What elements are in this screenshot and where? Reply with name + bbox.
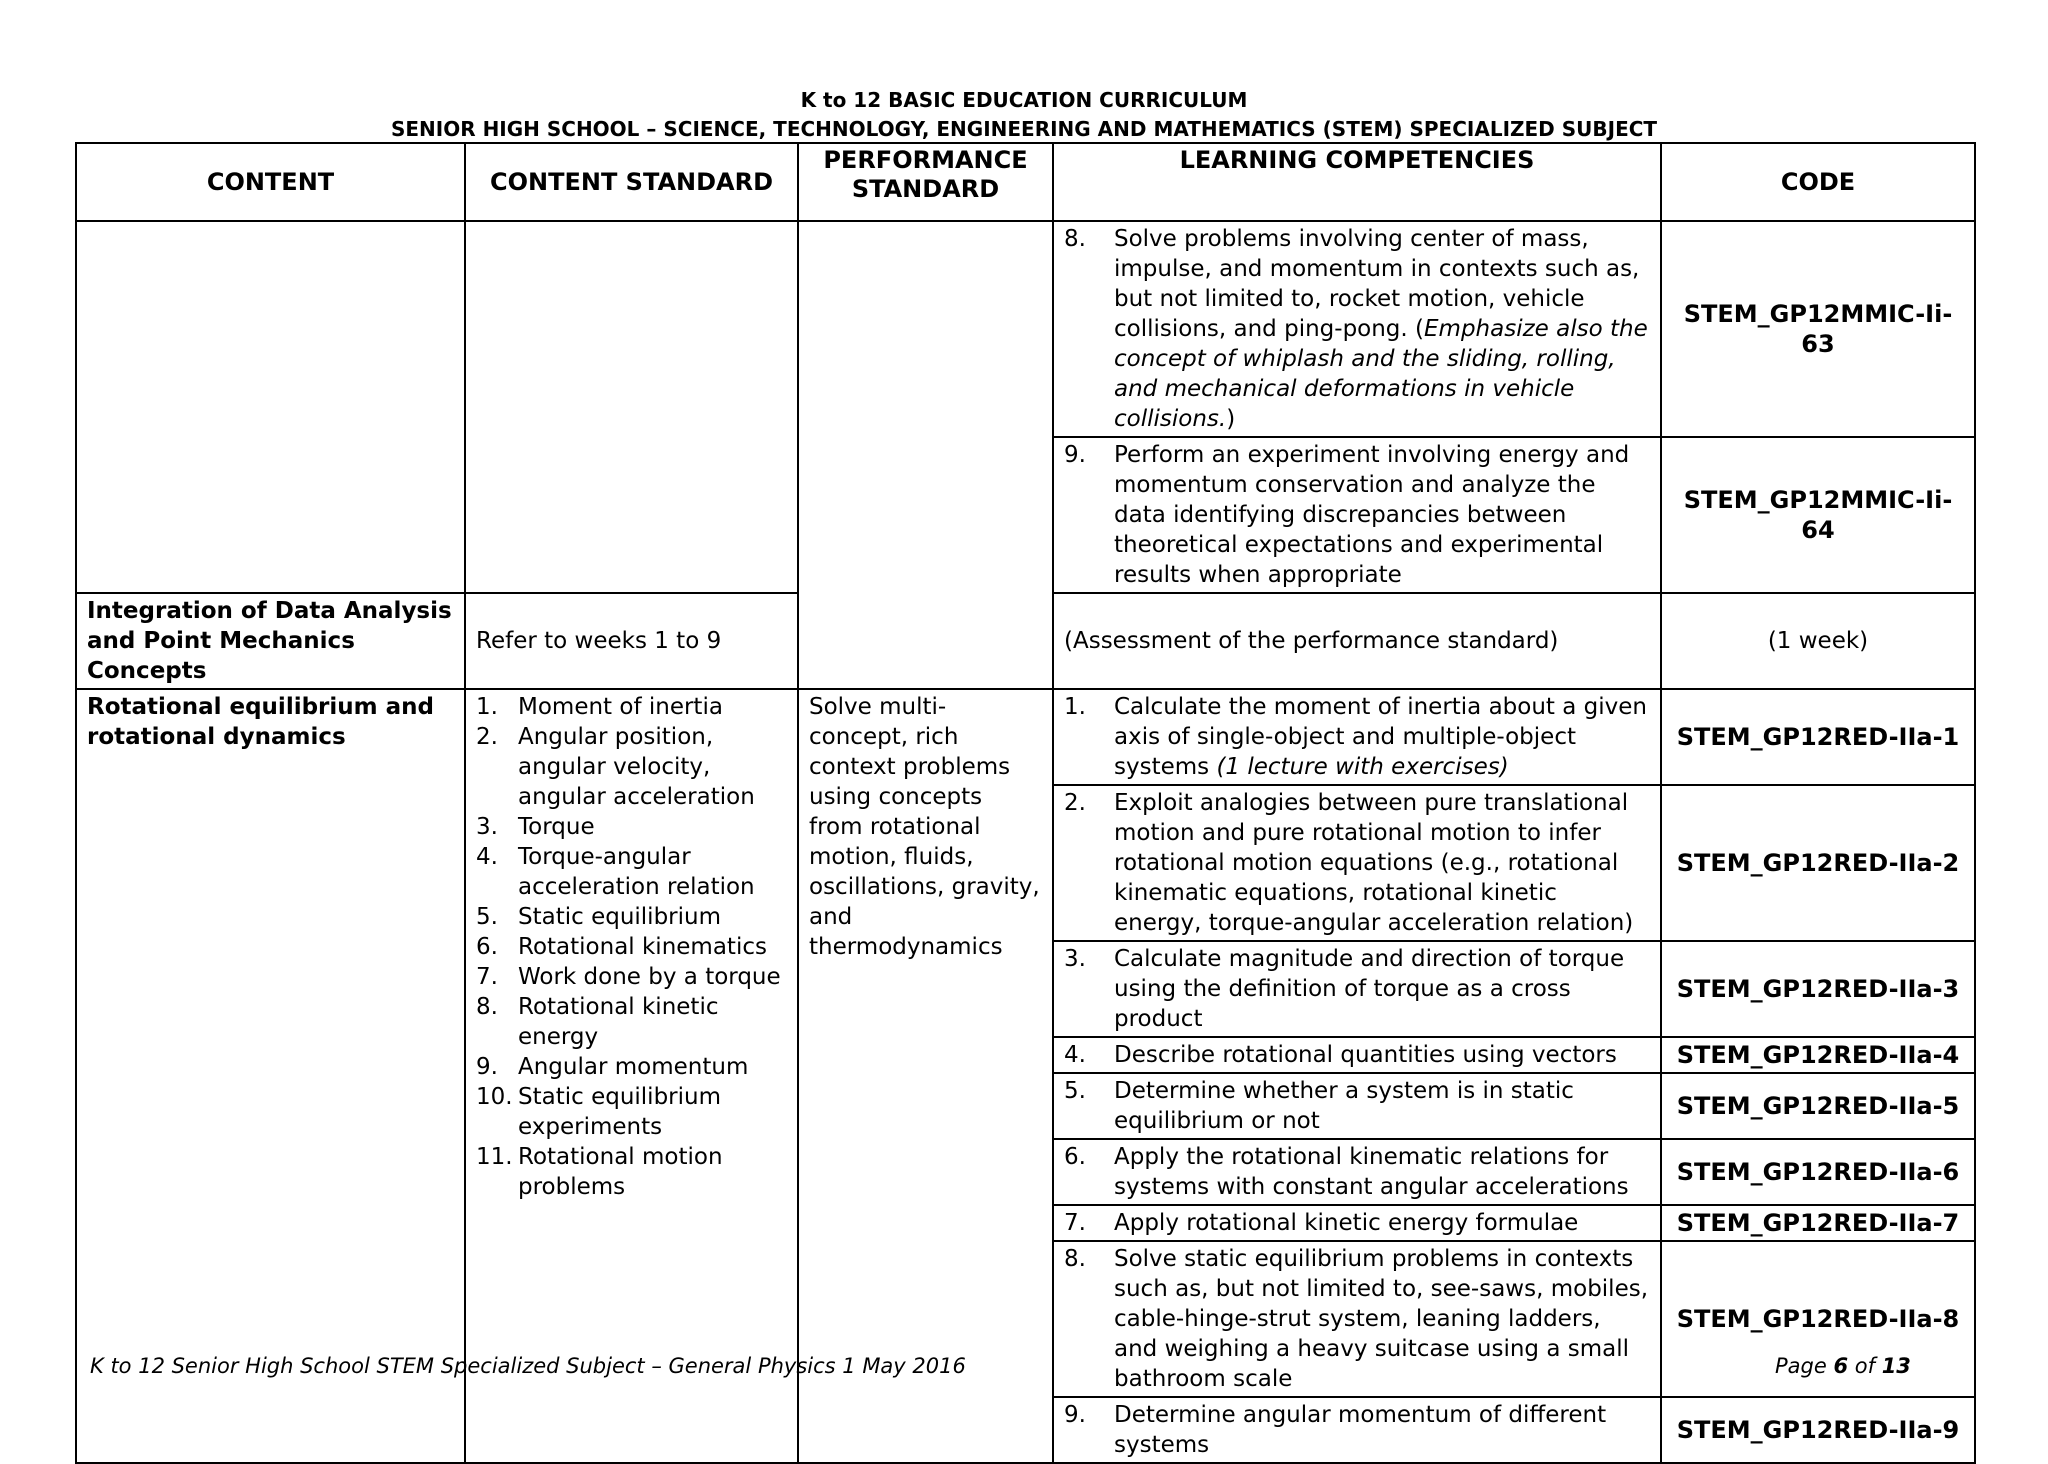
competency-number: 9. [1064,442,1086,468]
competency-number: 8. [1064,1246,1086,1272]
list-number: 3. [476,814,498,840]
performance-standard-cell-empty [798,221,1053,689]
competency-number: 4. [1064,1042,1086,1068]
content-standard-cell-empty [465,221,798,593]
code-cell: STEM_GP12RED-IIa-5 [1661,1073,1975,1139]
page-current: 6 [1833,1354,1849,1378]
page-label: Page [1775,1354,1834,1378]
col-header-learning-competencies: LEARNING COMPETENCIES [1053,143,1661,221]
code-cell: STEM_GP12MMIC-Ii-63 [1661,221,1975,437]
competency-text: Calculate magnitude and direction of torque using the definition of torque as a cross product [1114,946,1625,1032]
competency-number: 2. [1064,790,1086,816]
list-text: Static equilibrium experiments [518,1084,722,1140]
list-number: 6. [476,934,498,960]
competency-cell [1053,1073,1661,1139]
competency-text: Describe rotational quantities using vectors [1114,1042,1617,1068]
list-number: 9. [476,1054,498,1080]
list-text: Angular momentum [518,1054,749,1080]
competency-text: Apply rotational kinetic energy formulae [1114,1210,1579,1236]
competency-cell [1053,1139,1661,1205]
competency-emphasis: (1 lecture with exercises) [1216,754,1509,780]
col-header-content: CONTENT [76,143,465,221]
competency-number: 5. [1064,1078,1086,1104]
competency-text: Exploit analogies between pure translational motion and pure rotational motion to infer rotational motion equations (e.g., rotational kinematic equations, rotational kinetic energy, torque-angular acceleration relation) [1114,790,1634,936]
competency-cell [1053,785,1661,941]
code-cell: STEM_GP12RED-IIa-4 [1661,1037,1975,1073]
competency-cell [1053,437,1661,593]
list-text: Rotational kinetic energy [518,994,719,1050]
code-cell: STEM_GP12RED-IIa-3 [1661,941,1975,1037]
competency-cell [1053,1205,1661,1241]
list-item [476,992,787,1052]
footer-page-number [1775,1354,1911,1378]
curriculum-table [75,142,1976,1464]
competency-text: Determine angular momentum of different systems [1114,1402,1607,1458]
content-cell-empty [76,221,465,593]
content-cell: Integration of Data Analysis and Point Mechanics Concepts [76,593,465,689]
list-text: Rotational kinematics [518,934,767,960]
competency-cell [1053,1397,1661,1463]
list-item [476,692,787,722]
list-number: 10. [476,1084,513,1110]
competency-text: Determine whether a system is in static equilibrium or not [1114,1078,1574,1134]
list-item [476,812,787,842]
content-standard-list [476,692,787,1202]
list-item [476,1082,787,1142]
code-cell: STEM_GP12RED-IIa-7 [1661,1205,1975,1241]
competency-cell [1053,1037,1661,1073]
code-cell: STEM_GP12RED-IIa-2 [1661,785,1975,941]
content-standard-cell [465,689,798,1463]
list-item [476,962,787,992]
list-text: Angular position, angular velocity, angular acceleration [518,724,755,810]
page-of-label: of [1848,1354,1882,1378]
table-row [76,689,1975,785]
code-cell: STEM_GP12MMIC-Ii-64 [1661,437,1975,593]
list-item [476,1142,787,1202]
list-number: 1. [476,694,498,720]
col-header-performance-standard: PERFORMANCE STANDARD [798,143,1053,221]
code-cell: STEM_GP12RED-IIa-1 [1661,689,1975,785]
col-header-code: CODE [1661,143,1975,221]
footer-document-info: K to 12 Senior High School STEM Specialized Subject – General Physics 1 May 2016 [90,1354,966,1378]
competency-text: Solve problems involving center of mass, impulse, and momentum in contexts such as, but not limited to, rocket motion, vehicle collisions, and ping-pong. ( [1114,226,1640,342]
competency-cell [1053,221,1661,437]
code-cell: STEM_GP12RED-IIa-8 [1661,1241,1975,1397]
code-cell: STEM_GP12RED-IIa-9 [1661,1397,1975,1463]
content-standard-cell: Refer to weeks 1 to 9 [465,593,798,689]
performance-standard-cell: Solve multi-concept, rich context problems using concepts from rotational motion, fluids, oscillations, gravity, and thermodynamics [798,689,1053,1463]
table-row [76,221,1975,437]
competency-cell: (Assessment of the performance standard) [1053,593,1661,689]
competency-text: Calculate the moment of inertia about a given axis of single-object and multiple-object systems [1114,694,1647,780]
competency-text: Solve static equilibrium problems in contexts such as, but not limited to, see-saws, mobiles, cable-hinge-strut system, leaning ladders, and weighing a heavy suitcase using a small bathroom scale [1114,1246,1649,1392]
competency-text: Apply the rotational kinematic relations for systems with constant angular accelerations [1114,1144,1629,1200]
competency-emphasis: Emphasize also the concept of whiplash and the sliding, rolling, and mechanical deformations in vehicle collisions. [1114,316,1648,432]
competency-number: 9. [1064,1402,1086,1428]
list-item [476,722,787,812]
list-item [476,1052,787,1082]
competency-cell [1053,1241,1661,1397]
list-number: 7. [476,964,498,990]
page-total: 13 [1881,1354,1911,1378]
table-header-row [76,143,1975,221]
list-text: Torque-angular acceleration relation [518,844,755,900]
list-text: Rotational motion problems [518,1144,723,1200]
competency-number: 1. [1064,694,1086,720]
competency-cell [1053,689,1661,785]
document-title: K to 12 BASIC EDUCATION CURRICULUM [800,88,1248,112]
list-text: Static equilibrium [518,904,722,930]
list-number: 8. [476,994,498,1020]
list-item [476,842,787,902]
competency-close: ) [1226,406,1236,432]
list-text: Moment of inertia [518,694,723,720]
document-subtitle: SENIOR HIGH SCHOOL – SCIENCE, TECHNOLOGY, ENGINEERING AND MATHEMATICS (STEM) SPECIALIZED SUBJECT [390,117,1658,141]
col-header-content-standard: CONTENT STANDARD [465,143,798,221]
list-text: Torque [518,814,595,840]
list-number: 2. [476,724,498,750]
competency-number: 3. [1064,946,1086,972]
list-item [476,902,787,932]
competency-text: Perform an experiment involving energy and momentum conservation and analyze the data identifying discrepancies between theoretical expectations and experimental results when appropriate [1114,442,1630,588]
code-cell: (1 week) [1661,593,1975,689]
list-item [476,932,787,962]
competency-number: 7. [1064,1210,1086,1236]
competency-cell [1053,941,1661,1037]
list-number: 5. [476,904,498,930]
competency-number: 6. [1064,1144,1086,1170]
list-number: 4. [476,844,498,870]
content-cell: Rotational equilibrium and rotational dynamics [76,689,465,1463]
code-cell: STEM_GP12RED-IIa-6 [1661,1139,1975,1205]
list-number: 11. [476,1144,513,1170]
list-text: Work done by a torque [518,964,781,990]
competency-number: 8. [1064,226,1086,252]
